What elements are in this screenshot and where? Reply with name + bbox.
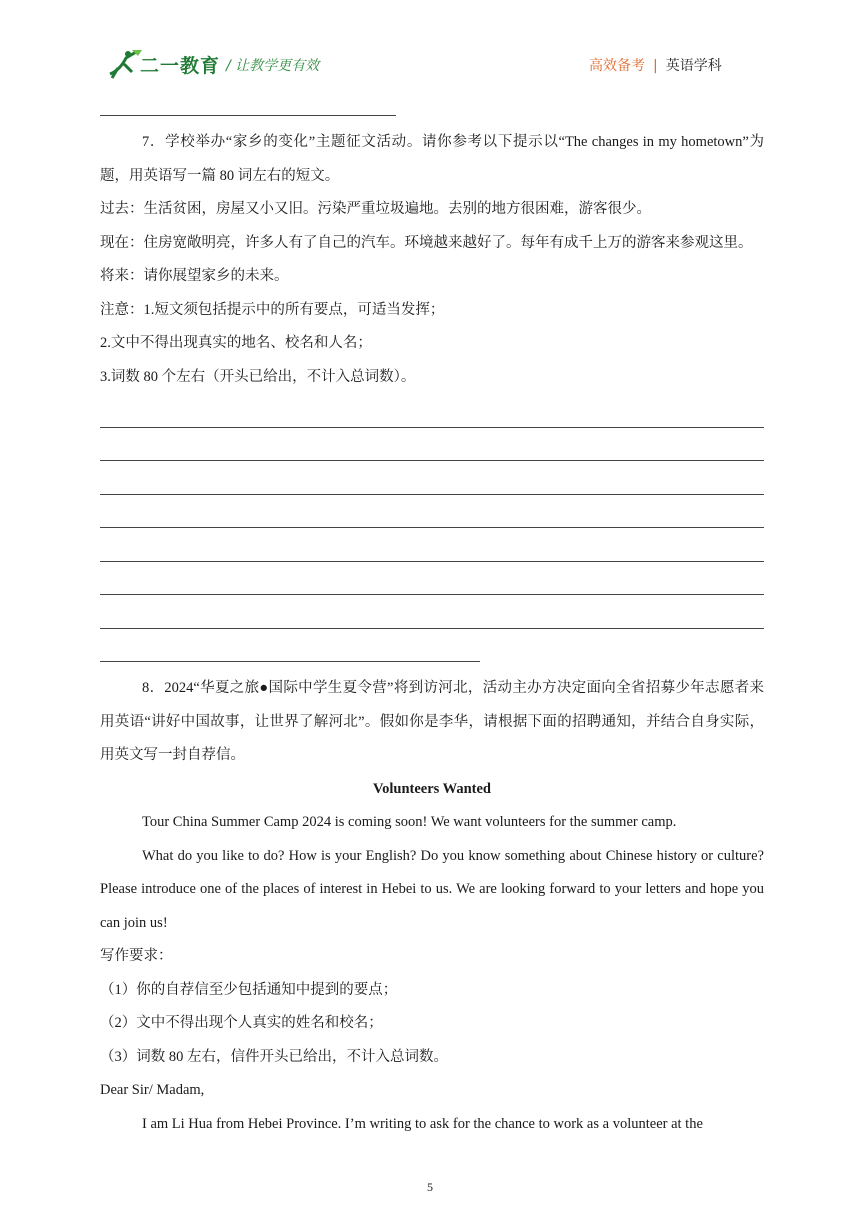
q7-past: 过去：生活贫困，房屋又小又旧。污染严重垃圾遍地。去别的地方很困难，游客很少。 <box>100 201 651 217</box>
header-right <box>589 55 722 75</box>
answer-line-end <box>100 100 396 116</box>
requirements-title: 写作要求： <box>100 948 173 964</box>
header-tag-subject: 英语学科 <box>665 58 722 74</box>
writing-line <box>100 562 764 596</box>
brand-slogan: / 让教学更有效 <box>226 58 320 74</box>
requirement-1: （1）你的自荐信至少包括通知中提到的要点； <box>100 981 398 998</box>
document-body <box>100 100 764 1141</box>
writing-line <box>100 428 764 462</box>
brand-name: 二一教育 <box>140 55 221 77</box>
q7-prompt: 7．学校举办“家乡的变化”主题征文活动。请你参考以下提示以“The changes in my hometown”为题，用英语写一篇 80 词左右的短文。 <box>100 134 764 184</box>
q8-prompt: 8．2024“华夏之旅●国际中学生夏令营”将到访河北，活动主办方决定面向全省招募少年志愿者来用英语“讲好中国故事，让世界了解河北”。假如你是李华，请根据下面的招聘通知，并结合自身实际，用英文写一封自荐信。 <box>100 680 764 763</box>
requirement-3: （3）词数 80 左右，信件开头已给出，不计入总词数。 <box>100 1048 448 1065</box>
q7-now: 现在：住房宽敞明亮，许多人有了自己的汽车。环境越来越好了。每年有成千上万的游客来参观这里。 <box>100 234 753 251</box>
q7-note-3: 3.词数 80 个左右（开头已给出，不计入总词数）。 <box>100 368 416 385</box>
writing-line <box>100 394 764 428</box>
page-number: 5 <box>427 1180 433 1194</box>
q7-writing-area[interactable] <box>100 394 764 662</box>
notice-paragraph-1: Tour China Summer Camp 2024 is coming soon! We want volunteers for the summer camp. <box>142 814 677 830</box>
letter-opening: I am Li Hua from Hebei Province. I’m writing to ask for the chance to work as a volunteer at the <box>142 1115 703 1132</box>
page-header <box>0 0 860 95</box>
writing-line <box>100 495 764 529</box>
header-tag-exam: 高效备考 <box>589 58 645 74</box>
writing-line <box>100 595 764 629</box>
letter-greeting: Dear Sir/ Madam, <box>100 1082 205 1098</box>
writing-line <box>100 528 764 562</box>
q7-note-1: 注意：1.短文须包括提示中的所有要点，可适当发挥； <box>100 301 445 318</box>
q7-future: 将来：请你展望家乡的未来。 <box>100 268 289 284</box>
header-separator: | <box>653 58 658 74</box>
writing-line <box>100 629 480 663</box>
writing-line <box>100 461 764 495</box>
notice-paragraph-2: What do you like to do? How is your English? Do you know something about Chinese history or culture? Please introduce one of the places of interest in Hebei to us. We are looking forward to your letters and hope you can join us! <box>100 847 764 931</box>
q7-note-2: 2.文中不得出现真实的地名、校名和人名； <box>100 335 372 351</box>
notice-title: Volunteers Wanted <box>372 780 492 797</box>
requirement-2: （2）文中不得出现个人真实的姓名和校名； <box>100 1015 383 1031</box>
